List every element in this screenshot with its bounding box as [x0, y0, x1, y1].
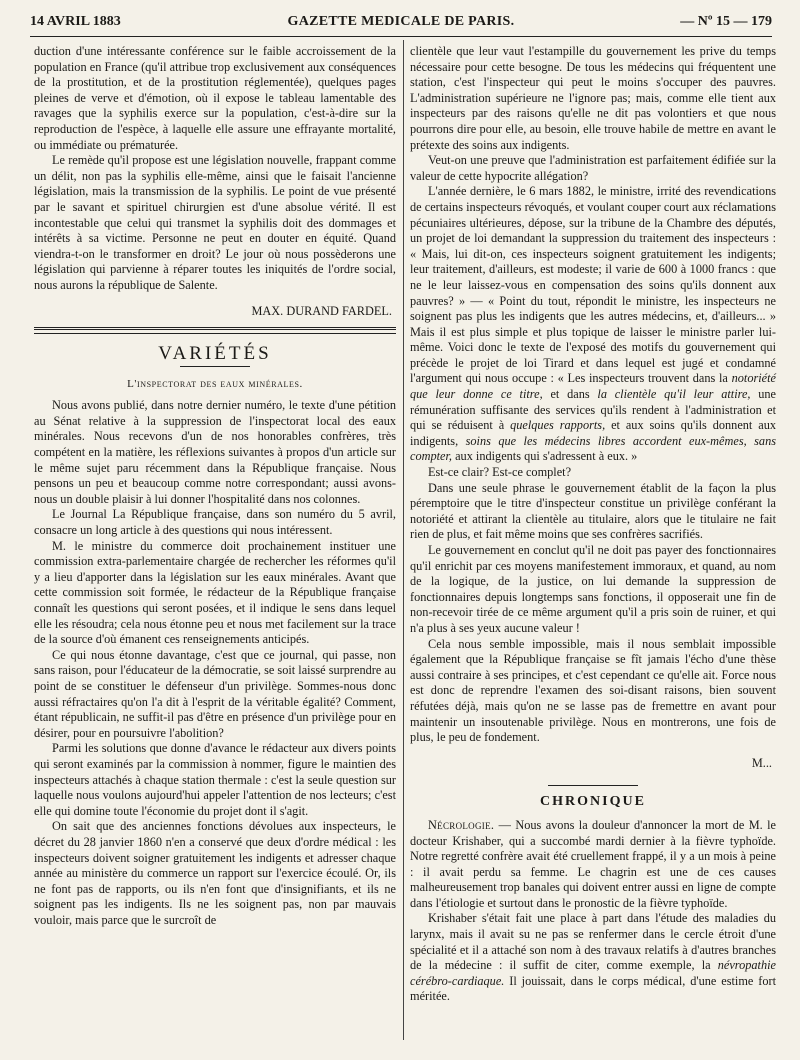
p3-text-b: et dans [550, 387, 590, 402]
p3-italic-2: la clientèle qu'il leur attire, [597, 387, 751, 402]
p3-italic-3: quelques rapports, [510, 418, 606, 433]
signature-durand-fardel: MAX. DURAND FARDEL. [251, 303, 392, 318]
left-paragraph-8: On sait que des anciennes fonctions dévolues aux inspecteurs, le décret du 28 janvier 1860 n'en a conservé que deux d'ordre médical : les inspecteurs doivent soigner gratuitement les indigents et adresser chaque année au ministère du commerce un rapport sur l'exercice écoulé. Or, ils ne font pas de rapports, ou ils n'en font que d'insignifiants, et ils ne soignent pas les indigents. Ils ne les soignent pas, non par mauvais vouloir, mais parce que le surcroît de [34, 819, 396, 927]
section-rule [34, 327, 396, 334]
page-header [30, 12, 772, 34]
left-paragraph-3: Nous avons publié, dans notre dernier numéro, le texte d'une pétition au Sénat relative à la suppression de l'inspectorat local des eaux minérales. Nous recevons d'un de nos honorables confrères, très compétent en la matière, les réflexions suivantes à propos d'un article sur le même sujet paru récemment dans la République française. Nous pensons un peu et beaucoup comme notre correspondant; aussi avons-nous un double plaisir à lui donner l'hospitalité dans nos colonnes. [34, 398, 396, 506]
right-paragraph-5: Dans une seule phrase le gouvernement établit de la façon la plus péremptoire que le titre d'inspecteur constitue un privilège conférant la notoriété et attirant la clientèle au titulaire, alors que le titulaire ne fait rien de plus, et fait même moins que ses confrères sacrifiés. [410, 480, 776, 542]
header-date: 14 AVRIL 1883 [30, 14, 121, 29]
p3-text-a: L'année dernière, le 6 mars 1882, le ministre, irrité des revendications de certains inspecteurs révoqués, et voulant couper court aux réclamations pécuniaires ultérieures, dépose, sur la tribune de la Chambre des députés, un projet de loi demandant la suppression du traitement des inspecteurs : « Mais, lui dit-on, ces inspecteurs soignent gratuitement les indigents; leur traitement, d'ailleurs, est modeste; il varie de 600 à 1000 francs : que ne le leur laissez-vous en compensation des soins qu'ils donnent aux pauvres? » — « Point du tout, répondit le ministre, les inspecteurs ne soignent pas plus les indigents que les autres médecins, et, d'ailleurs... » Mais il est plus simple et plus topique de laisser le ministre parler lui-même. Voici donc le texte de l'exposé des motifs du gouvernement qui précède le projet de loi Tirard et dans lequel est jugé et condamné l'argument qui nous occupe : « Les inspecteurs trouvent dans la [410, 184, 776, 386]
section-title-chronique: CHRONIQUE [540, 794, 646, 810]
right-paragraph-1: clientèle que leur vaut l'estampille du gouvernement les prive du temps nécessaire pour cette besogne. De tous les médecins qui fréquentent une station, c'est l'inspecteur qui peut le moins s'occuper des pauvres. L'administration supérieure ne l'ignore pas; mais, comme elle tient aux inspecteurs par des raisons qu'elle ne dit pas volontiers et que nous pourrons dire pour elle, au besoin, elle trouve habile de mettre en avant le prétexte des soins aux indigents. [410, 44, 776, 152]
title-underline [180, 366, 250, 367]
header-journal-title: GAZETTE MEDICALE DE PARIS. [287, 14, 515, 29]
right-paragraph-7: Cela nous semble impossible, mais il nous semblait impossible également que la République française se fît jamais l'écho d'une thèse aussi contraire à ses principes, et c'est cependant ce qu'elle ait. Force nous est donc de reprendre l'examen des soi-disant raisons, bien souvent réfutées déjà, mais qu'on ne se lasse pas de fremettre en avant pour maintenir un insoutenable privilège. Nous en montrerons, une fois de plus, le peu de fondement. [410, 636, 776, 745]
section-title-varietes: VARIÉTÉS [158, 343, 272, 365]
column-divider [403, 40, 404, 1040]
right-paragraph-krishaber [410, 911, 776, 1005]
p3-text-c: une rémunération suffisante des services qu'ils rendent à l'administration et qui se réduisent à [410, 387, 777, 433]
right-paragraph-6: Le gouvernement en conclut qu'il ne doit pas payer des fonctionnaires qu'il enrichit par ces moyens manifestement immoraux, et quand, au nom de la logique, de la justice, on lui demande la suppression de fonctionnaires depuis longtemps sans fonctions, il opposerait une fin de non-recevoir tirée de ce même argument qu'il a pris soin de ruiner, et qui n'a plus à ses yeux aucune valeur ! [410, 543, 776, 635]
right-paragraph-4: Est-ce clair? Est-ce complet? [428, 465, 572, 480]
left-paragraph-4: Le Journal La République française, dans son numéro du 5 avril, consacre un long article à des questions qui nous intéressent. [34, 507, 396, 538]
krishaber-italic: névropathie cérébro-cardiaque. [410, 958, 776, 988]
p3-text-e: aux indigents qui s'adressent à eux. » [455, 449, 638, 464]
right-paragraph-necrologie [410, 818, 776, 912]
right-paragraph-2: Veut-on une preuve que l'administration est parfaitement édifiée sur la valeur de cette hypocrite allégation? [410, 153, 776, 183]
left-paragraph-2: Le remède qu'il propose est une législation nouvelle, frappant comme un délit, non pas la syphilis elle-même, ainsi que le faisait l'ancienne législation, mais la transmission de la syphilis. Le point de vue présenté par le savant et spirituel chirurgien est d'une absolue vérité. Il est incontestable que celui qui transmet la syphilis doit des dommages et intérêts à sa victime. Personne ne peut en douter en équité. Quand viendra-t-on le transformer en droit? Le jour où nous possèderons une législation qui parvienne à réparer toutes les iniquités de l'ordre social, nous aurons la république de Salente. [34, 153, 396, 292]
right-paragraph-3 [410, 184, 776, 465]
header-issue-page: — Nº 15 — 179 [680, 14, 772, 29]
p3-italic-1: notoriété que leur donne ce titre, [410, 371, 777, 402]
signature-m: M... [751, 755, 772, 770]
p3-italic-4: soins que les médecins libres accordent eux-mêmes, sans compter, [410, 433, 776, 464]
necrologie-text: — Nous avons la douleur d'annoncer la mort de M. le docteur Krishaber, qui a succombé mardi dernier à la fièvre typhoïde. Notre regretté confrère avait été cruellement frappé, il y a un mois à peine : il avait perdu sa femme. Le chagrin est une de ces causes malheureusement trop banales qui doivent entrer aussi en ligne de compte dans l'étiologie et surtout dans le pronostic de la fièvre typhoïde. [410, 817, 776, 910]
necrologie-lead: Nécrologie. [428, 817, 495, 832]
p3-text-d: et aux soins qu'ils donnent aux indigents, [410, 418, 776, 448]
left-paragraph-5: M. le ministre du commerce doit prochainement instituer une commission extra-parlementaire chargée de rechercher les réformes qu'il y a lieu d'apporter dans la législation sur les eaux minérales. Avant que cette commission soit formée, le rédacteur de la République française connaît les questions qui seront posées, et il indique le sens dans lequel elle les résoudra; cela nous étonne peu et nous met facilement sur la trace de la source d'où émanent ces renseignements anticipés. [34, 538, 396, 647]
left-paragraph-7: Parmi les solutions que donne d'avance le rédacteur aux divers points qui seront examinés par la commission à nommer, figure le maintien des inspecteurs attachés à chaque station thermale : c'est la seule question sur laquelle nous voulons aujourd'hui appeler l'attention de nos lecteurs; c'est elle qui domine toute l'économie du projet dont il s'agit. [34, 741, 396, 818]
left-paragraph-6: Ce qui nous étonne davantage, c'est que ce journal, qui passe, non sans raison, pour l'éducateur de la démocratie, se soit laissé surprendre au point de se constituer le défenseur d'un privilège. Sommes-nous donc aussi réfractaires qu'on l'a dit à l'esprit de la véritable égalité? Comment, étant républicain, ne suffit-il pas d'être en présence d'un privilège pour en désirer, pour en poursuivre l'abolition? [34, 647, 396, 740]
left-paragraph-1: duction d'une intéressante conférence sur le faible accroissement de la population en France (qu'il attribue trop exclusivement aux conséquences de la prostitution, et de la prostitution réglementée), quelques pages pleines de verve et d'émotion, où il expose le tableau lamentable des ravages que la syphilis exerce sur la population, c'est-à-dire sur la reproduction de l'espèce, à laquelle elle assure une effrayante mortalité, ou immédiate ou prématurée. [34, 44, 396, 152]
chronique-rule [548, 785, 638, 786]
krishaber-text-a: Krishaber s'était fait une place à part dans l'étude des maladies du larynx, mais il avait su ne pas se renfermer dans le cercle étroit d'une spécialité et il a attaché son nom à des travaux relatifs à d'autres branches de la médecine : il suffit de citer, comme exemple, la [410, 911, 776, 973]
left-column [34, 44, 396, 928]
article-subtitle: L'inspectorat des eaux minérales. [127, 377, 303, 390]
header-rule [30, 36, 772, 37]
right-column [410, 44, 776, 1005]
krishaber-text-b: Il jouissait, dans le corps médical, d'une estime fort méritée. [410, 973, 776, 1004]
